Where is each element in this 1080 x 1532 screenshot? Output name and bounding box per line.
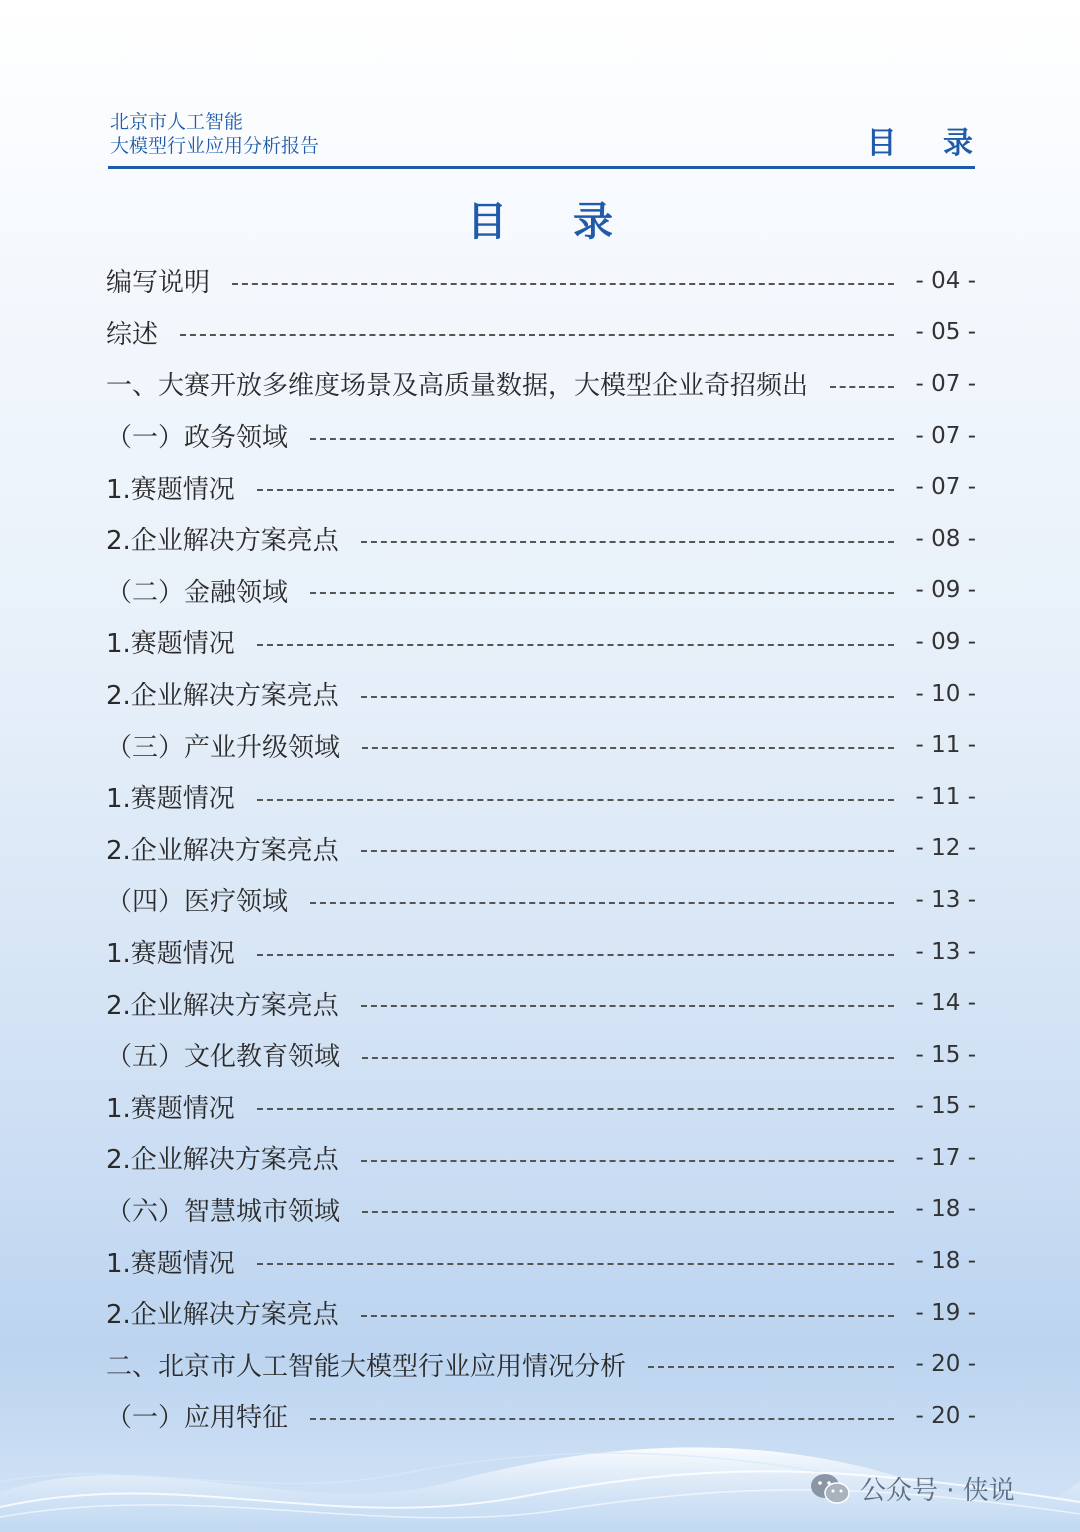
- toc-entry-label: 1.赛题情况: [106, 1248, 235, 1279]
- toc-entry-page: - 05 -: [915, 319, 976, 346]
- toc-entry-label: 2.企业解决方案亮点: [106, 990, 339, 1021]
- toc-entry[interactable]: [106, 1081, 976, 1133]
- toc-entry[interactable]: [106, 926, 976, 978]
- toc-entry-label: 编写说明: [106, 268, 211, 299]
- toc-leader-dashes: [310, 592, 893, 594]
- toc-entry-label: 2.企业解决方案亮点: [106, 835, 339, 866]
- toc-entry-label: 1.赛题情况: [106, 474, 235, 505]
- toc-entry[interactable]: [106, 977, 976, 1029]
- toc-entry[interactable]: [106, 771, 976, 823]
- toc-entry-page: - 20 -: [915, 1351, 976, 1378]
- toc-entry[interactable]: [106, 719, 976, 771]
- toc-entry-label: 1.赛题情况: [106, 629, 235, 660]
- toc-leader-dashes: [361, 1005, 894, 1007]
- toc-leader-dashes: [361, 541, 894, 543]
- toc-entry-page: - 18 -: [915, 1196, 976, 1223]
- wechat-icon: [810, 1472, 850, 1506]
- toc-entry-page: - 09 -: [915, 577, 976, 604]
- toc-leader-dashes: [257, 799, 894, 801]
- toc-leader-dashes: [180, 334, 893, 336]
- toc-entry-page: - 07 -: [915, 422, 976, 449]
- toc-entry-page: - 13 -: [915, 886, 976, 913]
- toc-entry[interactable]: [106, 358, 976, 410]
- toc-entry-label: 1.赛题情况: [106, 1093, 235, 1124]
- toc-entry[interactable]: [106, 668, 976, 720]
- toc-entry-page: - 18 -: [915, 1248, 976, 1275]
- toc-leader-dashes: [361, 696, 894, 698]
- toc-entry[interactable]: [106, 1287, 976, 1339]
- toc-entry-page: - 14 -: [915, 990, 976, 1017]
- toc-leader-dashes: [257, 489, 894, 491]
- toc-leader-dashes: [310, 1418, 893, 1420]
- report-name-line2: 大模型行业应用分析报告: [110, 135, 320, 157]
- toc-entry-page: - 13 -: [915, 938, 976, 965]
- toc-entry[interactable]: [106, 307, 976, 359]
- toc-entry-label: （三）产业升级领域: [106, 732, 341, 763]
- page-title: 目 录: [467, 199, 639, 245]
- toc-entry-label: 一、大赛开放多维度场景及高质量数据，大模型企业奇招频出: [106, 371, 809, 402]
- toc-leader-dashes: [362, 747, 893, 749]
- toc-entry[interactable]: [106, 1338, 976, 1390]
- toc-leader-dashes: [361, 1315, 894, 1317]
- toc-entry-page: - 10 -: [915, 680, 976, 707]
- toc-leader-dashes: [648, 1366, 893, 1368]
- report-header: [108, 110, 991, 169]
- watermark: [810, 1470, 1015, 1507]
- report-name-line1: 北京市人工智能: [110, 111, 244, 133]
- toc-entry-label: （六）智慧城市领域: [106, 1196, 341, 1227]
- toc-entry[interactable]: [106, 1184, 976, 1236]
- toc-entry-label: 1.赛题情况: [106, 784, 235, 815]
- toc-entry-label: 二、北京市人工智能大模型行业应用情况分析: [106, 1351, 627, 1382]
- toc-entry-label: （一）政务领域: [106, 423, 289, 454]
- toc-entry[interactable]: [106, 1029, 976, 1081]
- toc-entry-label: 2.企业解决方案亮点: [106, 1145, 339, 1176]
- toc-entry-page: - 15 -: [915, 1093, 976, 1120]
- toc-entry-label: 2.企业解决方案亮点: [106, 681, 339, 712]
- toc-entry[interactable]: [106, 1132, 976, 1184]
- watermark-text: 公众号 · 侠说: [860, 1476, 1015, 1506]
- toc-entry[interactable]: [106, 513, 976, 565]
- toc-entry-page: - 19 -: [915, 1299, 976, 1326]
- toc-leader-dashes: [257, 1263, 894, 1265]
- toc-entry-page: - 17 -: [915, 1144, 976, 1171]
- toc-entry-label: 2.企业解决方案亮点: [106, 526, 339, 557]
- toc-entry-page: - 20 -: [915, 1402, 976, 1429]
- toc-entry-label: （四）医疗领域: [106, 887, 289, 918]
- toc-entry[interactable]: [106, 874, 976, 926]
- toc-entry-page: - 07 -: [915, 474, 976, 501]
- toc-entry[interactable]: [106, 255, 976, 307]
- toc-entry-page: - 11 -: [915, 732, 976, 759]
- toc-leader-dashes: [361, 850, 894, 852]
- toc-leader-dashes: [362, 1211, 893, 1213]
- toc-entry-label: （五）文化教育领域: [106, 1042, 341, 1073]
- toc-entry[interactable]: [106, 461, 976, 513]
- toc-entry-label: 1.赛题情况: [106, 939, 235, 970]
- toc-entry[interactable]: [106, 616, 976, 668]
- toc-entry-page: - 12 -: [915, 835, 976, 862]
- toc-leader-dashes: [361, 1160, 894, 1162]
- toc-entry-label: 2.企业解决方案亮点: [106, 1300, 339, 1331]
- toc-entry-page: - 09 -: [915, 628, 976, 655]
- toc-leader-dashes: [830, 386, 893, 388]
- toc-leader-dashes: [362, 1057, 893, 1059]
- toc-entry-page: - 15 -: [915, 1041, 976, 1068]
- toc-leader-dashes: [310, 902, 893, 904]
- report-name: [110, 110, 319, 158]
- section-label: 目 录: [866, 126, 991, 161]
- toc-entry[interactable]: [106, 565, 976, 617]
- toc-entry-label: 综述: [106, 319, 159, 350]
- toc-leader-dashes: [257, 1108, 894, 1110]
- toc-leader-dashes: [232, 283, 893, 285]
- toc-leader-dashes: [310, 438, 893, 440]
- toc-leader-dashes: [257, 644, 894, 646]
- toc-entry-page: - 11 -: [915, 783, 976, 810]
- toc-entry[interactable]: [106, 410, 976, 462]
- toc-entry-label: （一）应用特征: [106, 1403, 289, 1434]
- toc-entry[interactable]: [106, 1235, 976, 1287]
- toc-entry[interactable]: [106, 823, 976, 875]
- toc-entry-page: - 08 -: [915, 525, 976, 552]
- table-of-contents: [106, 255, 976, 1442]
- toc-entry-page: - 04 -: [915, 267, 976, 294]
- toc-leader-dashes: [257, 954, 894, 956]
- toc-entry-label: （二）金融领域: [106, 577, 289, 608]
- toc-entry-page: - 07 -: [915, 370, 976, 397]
